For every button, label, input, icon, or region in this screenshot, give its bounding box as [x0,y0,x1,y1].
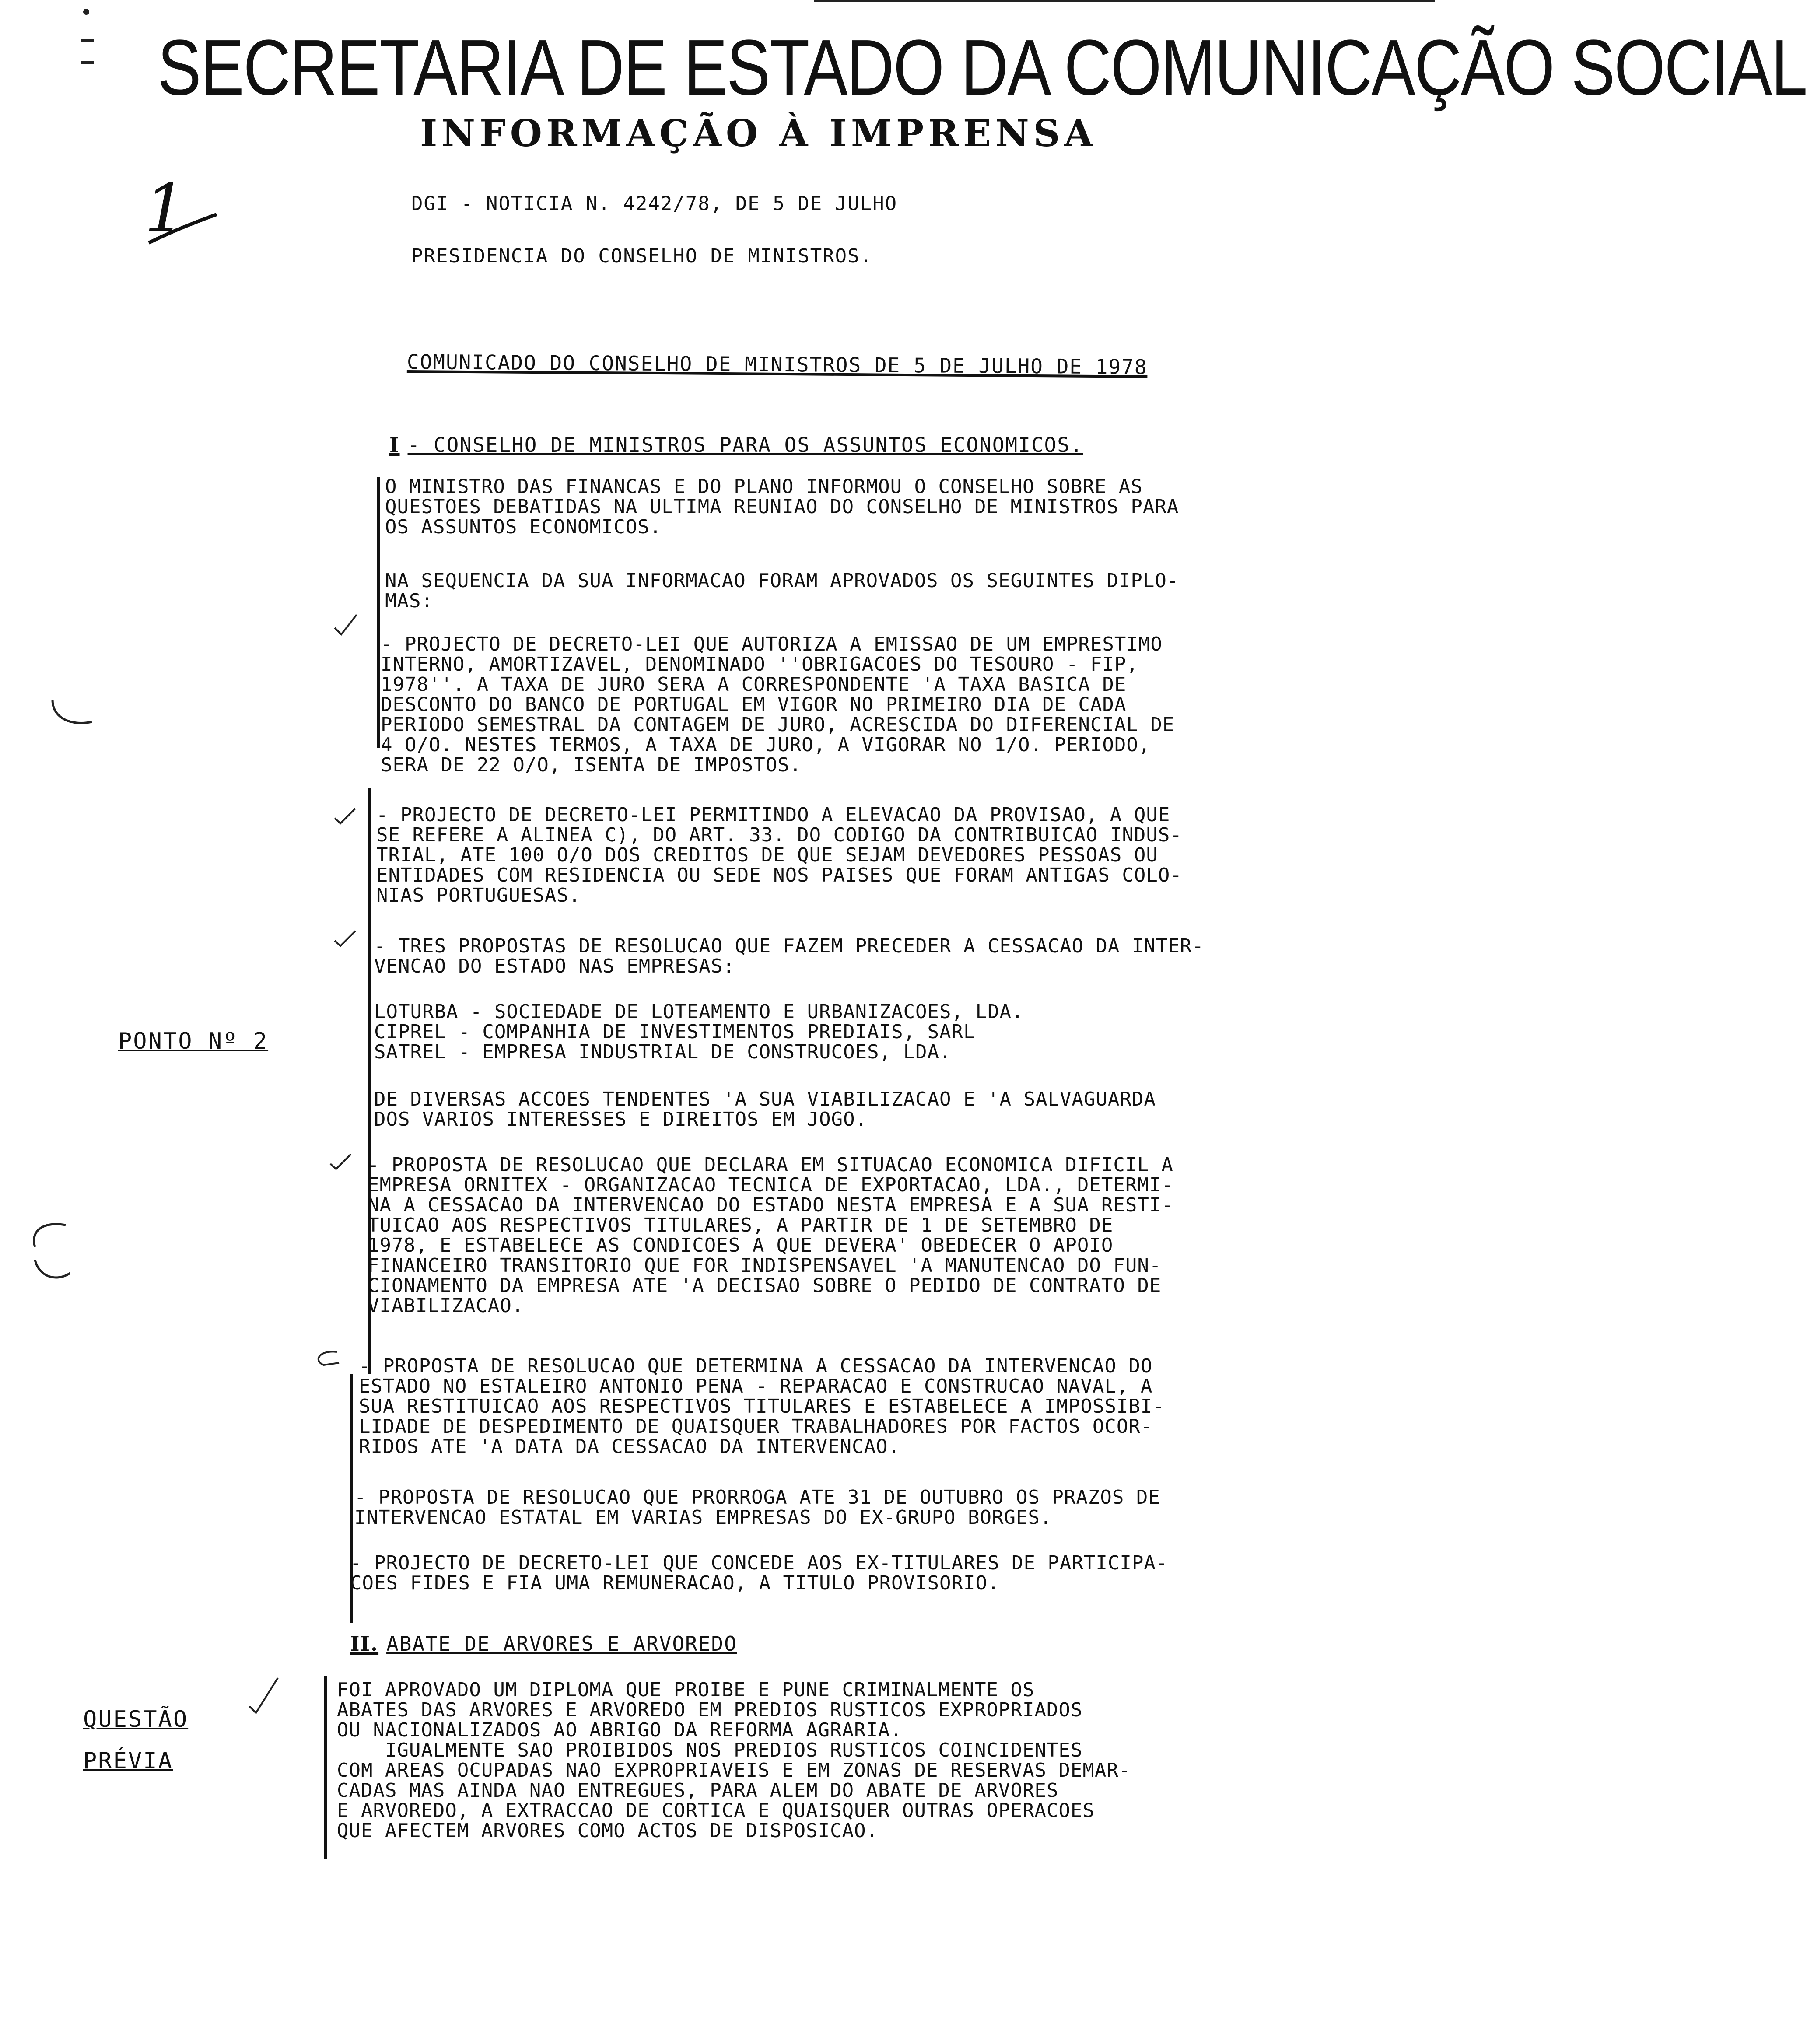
section-1-intro: O MINISTRO DAS FINANCAS E DO PLANO INFORMOU O CONSELHO SOBRE AS QUESTOES DEBATIDAS NA ULTIMA REUNIAO DO CONSELHO DE MINISTROS PARA OS ASSUNTOS ECONOMICOS. [385,476,1179,538]
section-1-item-3-tail: DE DIVERSAS ACCOES TENDENTES 'A SUA VIABILIZACAO E 'A SALVAGUARDA DOS VARIOS INTERESSES E DIREITOS EM JOGO. [374,1088,1156,1130]
section-2-heading [350,1632,737,1656]
checkmark-icon [245,1676,280,1715]
section-1-item-3: - TRES PROPOSTAS DE RESOLUCAO QUE FAZEM PRECEDER A CESSACAO DA INTER- VENCAO DO ESTADO NAS EMPRESAS: [374,935,1204,977]
handwritten-mark: 1 [144,171,186,247]
notice-origin: PRESIDENCIA DO CONSELHO DE MINISTROS. [411,245,873,267]
checkmark-icon [333,612,359,639]
margin-rule [324,1676,327,1859]
handwritten-stroke-icon [144,206,219,249]
section-1-item-4: - PROPOSTA DE RESOLUCAO QUE DECLARA EM SITUACAO ECONOMICA DIFICIL A EMPRESA ORNITEX - ORGANIZACAO TECNICA DE EXPORTACAO, LDA., DETERMI- NA A CESSACAO DA INTERVENCAO DO ESTADO NESTA EMPRESA E A SUA RESTI- TUICAO AOS RESPECTIVOS TITULARES, A PARTIR DE 1 DE SETEMBRO DE 1978, E ESTABELECE AS CONDICOES A QUE DEVERA' OBEDECER O APOIO FINANCEIRO TRANSITORIO QUE FOR INDISPENSAVEL 'A MANUTENCAO DO FUN- CIONAMENTO DA EMPRESA ATE 'A DECISAO SOBRE O PEDIDO DE CONTRATO DE VIABILIZACAO. [368,1154,1173,1317]
margin-note-ponto: PONTO Nº 2 [118,1028,269,1054]
section-1-number: I [389,433,400,457]
punch-hole-mark-icon [44,696,96,731]
section-2-title: ABATE DE ARVORES E ARVOREDO [386,1632,737,1656]
checkmark-icon [311,1348,341,1369]
masthead: SECRETARIA DE ESTADO DA COMUNICAÇÃO SOCIAL [158,23,1807,112]
section-1-item-6: - PROPOSTA DE RESOLUCAO QUE PRORROGA ATE 31 DE OUTUBRO OS PRAZOS DE INTERVENCAO ESTATAL EM VARIAS EMPRESAS DO EX-GRUPO BORGES. [354,1486,1160,1529]
document-title: COMUNICADO DO CONSELHO DE MINISTROS DE 5 DE JULHO DE 1978 [406,350,1148,379]
margin-note-previa: PRÉVIA [83,1748,173,1774]
notice-number: DGI - NOTICIA N. 4242/78, DE 5 DE JULHO [411,192,898,215]
section-1-item-7: - PROJECTO DE DECRETO-LEI QUE CONCEDE AOS EX-TITULARES DE PARTICIPA- COES FIDES E FIA UMA REMUNERACAO, A TITULO PROVISORIO. [350,1552,1168,1594]
section-1-lead: NA SEQUENCIA DA SUA INFORMACAO FORAM APROVADOS OS SEGUINTES DIPLO- MAS: [385,570,1179,612]
section-1-title: - CONSELHO DE MINISTROS PARA OS ASSUNTOS ECONOMICOS. [407,433,1083,457]
checkmark-icon [333,805,359,827]
section-2-body: FOI APROVADO UM DIPLOMA QUE PROIBE E PUNE CRIMINALMENTE OS ABATES DAS ARVORES E ARVOREDO EM PREDIOS RUSTICOS EXPROPRIADOS OU NACIONALIZADOS AO ABRIGO DA REFORMA AGRARIA. IGUALMENTE SAO PROIBIDOS NOS PREDIOS RUSTICOS COINCIDENTES COM AREAS OCUPADAS NAO EXPROPRIAVEIS E EM ZONAS DE RESERVAS DEMAR- CADAS MAS AINDA NAO ENTREGUES, PARA ALEM DO ABATE DE ARVORES E ARVOREDO, A EXTRACCAO DE CORTICA E QUAISQUER OUTRAS OPERACOES QUE AFECTEM ARVORES COMO ACTOS DE DISPOSICAO. [337,1679,1131,1842]
margin-note-questao: QUESTÃO [83,1706,189,1732]
subhead: INFORMAÇÃO À IMPRENSA [420,112,1097,155]
scan-speck [81,39,94,42]
punch-hole-mark-icon [26,1216,74,1286]
company-list: LOTURBA - SOCIEDADE DE LOTEAMENTO E URBANIZACOES, LDA. CIPREL - COMPANHIA DE INVESTIMENTOS PREDIAIS, SARL SATREL - EMPRESA INDUSTRIAL DE CONSTRUCOES, LDA. [374,1001,1024,1063]
section-1-item-1: - PROJECTO DE DECRETO-LEI QUE AUTORIZA A EMISSAO DE UM EMPRESTIMO INTERNO, AMORTIZAVEL, DENOMINADO ''OBRIGACOES DO TESOURO - FIP, 1978''. A TAXA DE JURO SERA A CORRESPONDENTE 'A TAXA BASICA DE DESCONTO DO BANCO DE PORTUGAL EM VIGOR NO PRIMEIRO DIA DE CADA PERIODO SEMESTRAL DA CONTAGEM DE JURO, ACRESCIDA DO DIFERENCIAL DE 4 O/O. NESTES TERMOS, A TAXA DE JURO, A VIGORAR NO 1/O. PERIODO, SERA DE 22 O/O, ISENTA DE IMPOSTOS. [381,633,1175,776]
scan-speck [81,61,94,64]
section-2-number: II. [350,1632,379,1656]
section-1-item-5: - PROPOSTA DE RESOLUCAO QUE DETERMINA A CESSACAO DA INTERVENCAO DO ESTADO NO ESTALEIRO ANTONIO PENA - REPARACAO E CONSTRUCAO NAVAL, A SUA RESTITUICAO AOS RESPECTIVOS TITULARES E ESTABELECE A IMPOSSIBI- LIDADE DE DESPEDIMENTO DE QUAISQUER TRABALHADORES POR FACTOS OCOR- RIDOS ATE 'A DATA DA CESSACAO DA INTERVENCAO. [359,1355,1165,1458]
scan-speck [83,9,89,15]
checkmark-icon [333,928,359,949]
section-1-item-2: - PROJECTO DE DECRETO-LEI PERMITINDO A ELEVACAO DA PROVISAO, A QUE SE REFERE A ALINEA C), DO ART. 33. DO CODIGO DA CONTRIBUICAO INDUS- TRIAL, ATE 100 O/O DOS CREDITOS DE QUE SEJAM DEVEDORES PESSOAS OU ENTIDADES COM RESIDENCIA OU SEDE NOS PAISES QUE FORAM ANTIGAS COLO- NIAS PORTUGUESAS. [376,804,1182,906]
margin-rule [377,477,380,748]
scan-edge-line [814,0,1435,2]
checkmark-icon [328,1151,354,1172]
section-1-heading [389,433,1083,457]
